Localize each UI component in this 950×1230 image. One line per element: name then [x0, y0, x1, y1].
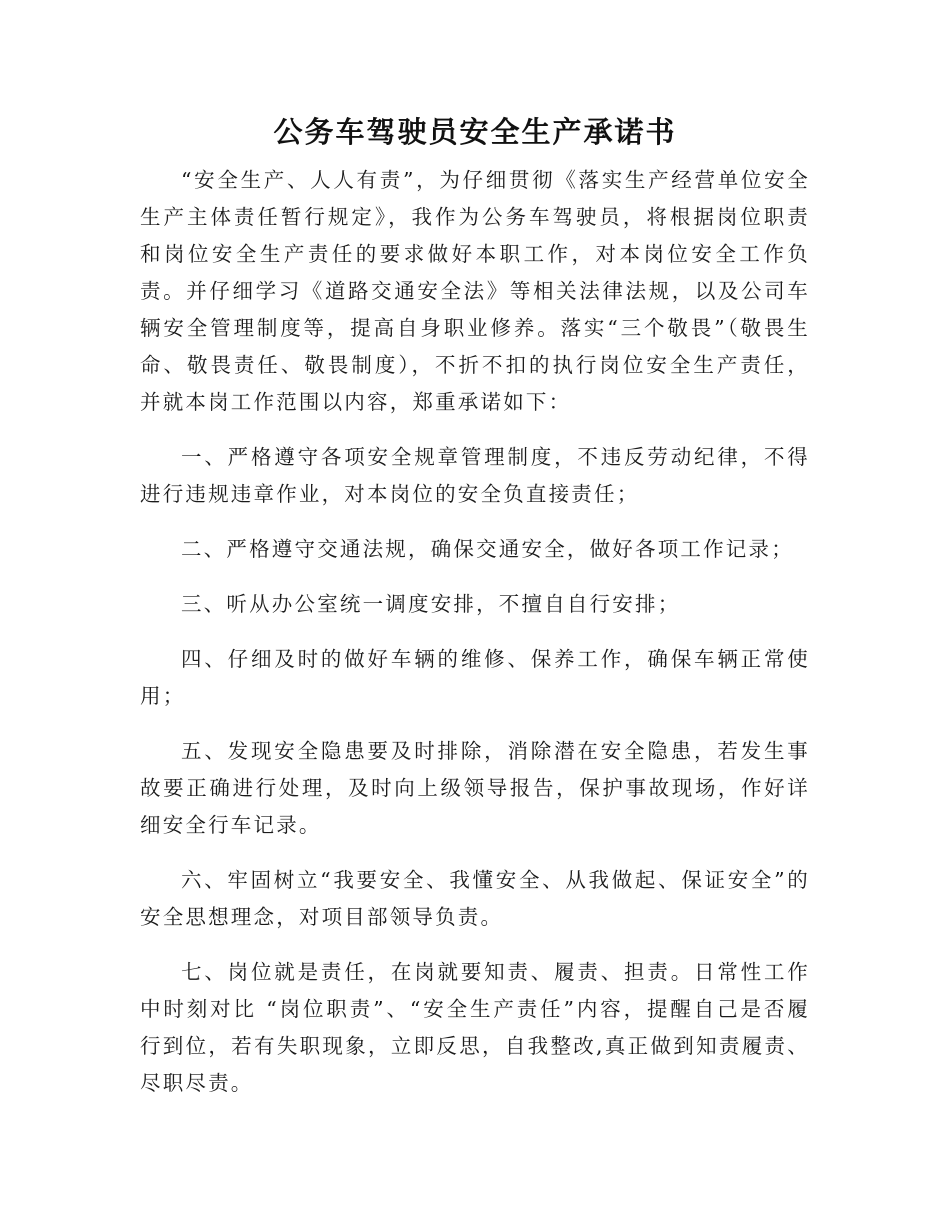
commitment-item-2: 二、严格遵守交通法规，确保交通安全，做好各项工作记录；: [181, 537, 794, 561]
document-title: 公务车驾驶员安全生产承诺书: [273, 115, 677, 149]
document-body: [140, 162, 810, 1120]
commitment-item-6: 六、牢固树立“我要安全、我懂安全、从我做起、保证安全”的安全思想理念，对项目部领导负责。: [140, 868, 810, 929]
commitment-item-4: 四、仔细及时的做好车辆的维修、保养工作，确保车辆正常使用；: [140, 647, 810, 708]
intro-paragraph: “安全生产、人人有责”，为仔细贯彻《落实生产经营单位安全生产主体责任暂行规定》，我作为公务车驾驶员，将根据岗位职责和岗位安全生产责任的要求做好本职工作，对本岗位安全工作负责。并仔细学习《道路交通安全法》等相关法律法规，以及公司车辆安全管理制度等，提高自身职业修养。落实“三个敬畏”（敬畏生命、敬畏责任、敬畏制度），不折不扣的执行岗位安全生产责任，并就本岗工作范围以内容，郑重承诺如下：: [140, 168, 810, 414]
commitment-item-1: 一、严格遵守各项安全规章管理制度，不违反劳动纪律，不得进行违规违章作业，对本岗位的安全负直接责任；: [140, 445, 810, 506]
commitment-item-3: 三、听从办公室统一调度安排，不擅自自行安排；: [181, 592, 681, 616]
commitment-item-5: 五、发现安全隐患要及时排除，消除潜在安全隐患，若发生事故要正确进行处理，及时向上级领导报告，保护事故现场，作好详细安全行车记录。: [140, 739, 810, 837]
commitment-item-7: 七、岗位就是责任，在岗就要知责、履责、担责。日常性工作中时刻对比 “岗位职责”、“安全生产责任”内容，提醒自己是否履行到位，若有失职现象，立即反思，自我整改,真正做到知责履责、尽职尽责。: [140, 960, 810, 1095]
